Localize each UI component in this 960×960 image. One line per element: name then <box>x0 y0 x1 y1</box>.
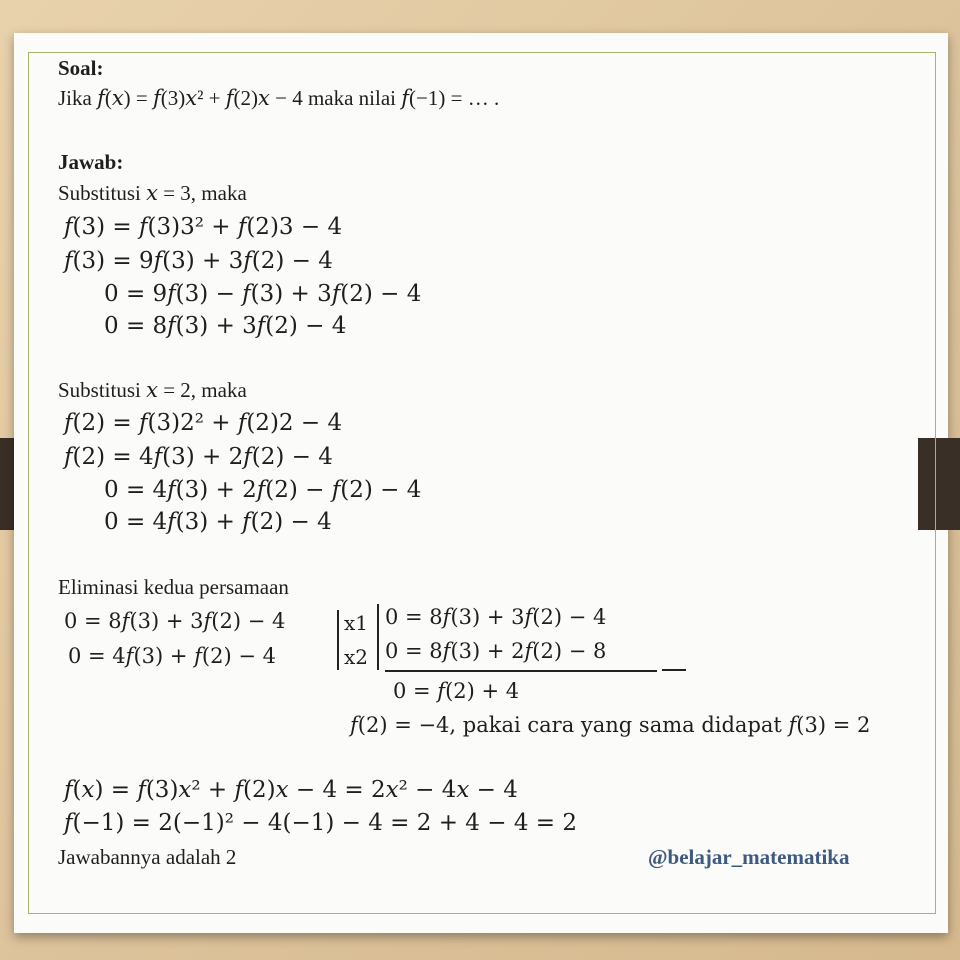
jawab-label: Jawab: <box>58 150 124 174</box>
elim-equation-1: 0 = 8𝑓(3) + 3𝑓(2) − 4 <box>64 609 286 633</box>
sub3-line-3: 0 = 9𝑓(3) − 𝑓(3) + 3𝑓(2) − 4 <box>104 281 422 307</box>
multiplier-1: x1 <box>344 611 369 635</box>
final-function: 𝑓(𝑥) = 𝑓(3)𝑥² + 𝑓(2)𝑥 − 4 = 2𝑥² − 4𝑥 − 4 <box>64 777 518 803</box>
sub3-line-4: 0 = 8𝑓(3) + 3𝑓(2) − 4 <box>104 313 347 339</box>
sub3-line-2: 𝑓(3) = 9𝑓(3) + 3𝑓(2) − 4 <box>64 248 333 274</box>
soal-label: Soal: <box>58 56 104 80</box>
sub2-line-1: 𝑓(2) = 𝑓(3)2² + 𝑓(2)2 − 4 <box>64 410 343 436</box>
elim-result-2: 0 = 8𝑓(3) + 2𝑓(2) − 8 <box>385 639 607 663</box>
sub2-line-4: 0 = 4𝑓(3) + 𝑓(2) − 4 <box>104 509 332 535</box>
watermark-handle: @belajar_matematika <box>648 845 850 869</box>
answer-text: Jawabannya adalah 2 <box>58 845 237 869</box>
elim-divider-left <box>337 610 339 670</box>
final-evaluation: 𝑓(−1) = 2(−1)² − 4(−1) − 4 = 2 + 4 − 4 = 2 <box>64 810 577 836</box>
elim-conclusion: 𝑓(2) = −4, pakai cara yang sama didapat 𝑓(3) = 2 <box>350 713 871 737</box>
elim-result-1: 0 = 8𝑓(3) + 3𝑓(2) − 4 <box>385 605 607 629</box>
sub2-line-3: 0 = 4𝑓(3) + 2𝑓(2) − 𝑓(2) − 4 <box>104 477 422 503</box>
minus-sign <box>662 669 686 671</box>
multiplier-2: x2 <box>344 645 369 669</box>
elim-equation-2: 0 = 4𝑓(3) + 𝑓(2) − 4 <box>68 644 276 668</box>
elimination-intro: Eliminasi kedua persamaan <box>58 575 289 599</box>
sub2-line-2: 𝑓(2) = 4𝑓(3) + 2𝑓(2) − 4 <box>64 444 333 470</box>
elim-divider-right <box>377 604 379 670</box>
substitution-3-intro: Substitusi 𝑥 = 3, maka <box>58 181 247 205</box>
substitution-2-intro: Substitusi 𝑥 = 2, maka <box>58 378 247 402</box>
sub3-line-1: 𝑓(3) = 𝑓(3)3² + 𝑓(2)3 − 4 <box>64 214 343 240</box>
question-text: Jika 𝑓(𝑥) = 𝑓(3)𝑥² + 𝑓(2)𝑥 − 4 maka nilai 𝑓(−1) = … . <box>58 86 500 110</box>
subtraction-line <box>385 670 657 672</box>
elim-difference: 0 = 𝑓(2) + 4 <box>393 679 520 703</box>
